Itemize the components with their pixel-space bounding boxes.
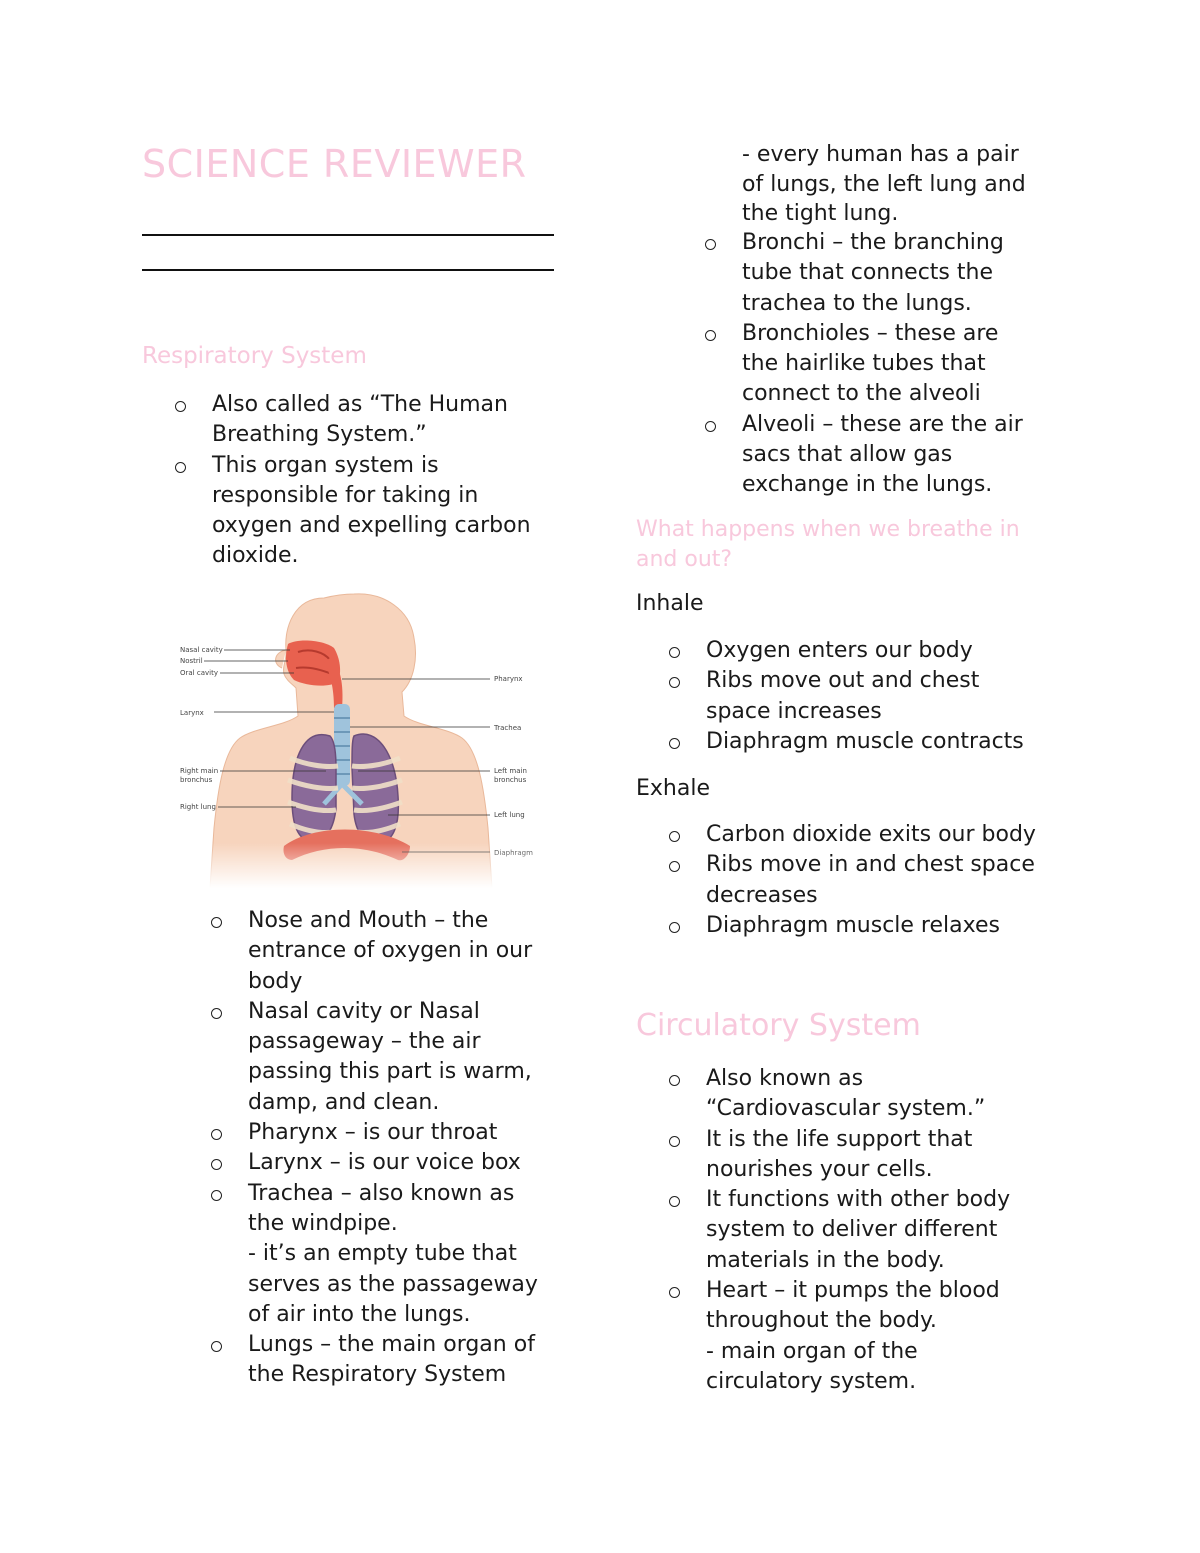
list-item: Nasal cavity or Nasal passageway – the air passing this part is warm, damp, and clean.: [248, 997, 538, 1118]
exhale-list: [706, 820, 1036, 941]
bullet-icon: [705, 330, 716, 341]
lungs-continuation: - every human has a pair of lungs, the left lung and the tight lung.: [742, 142, 1026, 226]
respiratory-intro-list: [212, 390, 531, 572]
exhale-label: Exhale: [636, 776, 710, 801]
bullet-icon: [175, 401, 186, 412]
divider-line-1: [142, 234, 554, 236]
circulatory-list: [706, 1064, 1010, 1397]
bullet-icon: [669, 677, 680, 688]
list-item: Ribs move out and chest space increases: [706, 666, 1024, 727]
bullet-icon: [705, 421, 716, 432]
list-item: Diaphragm muscle contracts: [706, 727, 1024, 757]
bullet-icon: [211, 1190, 222, 1201]
bullet-icon: [211, 1159, 222, 1170]
bullet-icon: [669, 1287, 680, 1298]
respiratory-more-parts-list: [742, 228, 1023, 501]
bullet-icon: [211, 1129, 222, 1140]
list-item: Ribs move in and chest space decreases: [706, 850, 1036, 911]
bullet-icon: [175, 462, 186, 473]
list-item: Diaphragm muscle relaxes: [706, 911, 1036, 941]
list-item: It is the life support that nourishes your cells.: [706, 1125, 1010, 1186]
list-item: It functions with other body system to deliver different materials in the body.: [706, 1185, 1010, 1276]
bullet-icon: [211, 1008, 222, 1019]
divider-line-2: [142, 269, 554, 271]
bullet-icon: [211, 1341, 222, 1352]
list-item: Heart – it pumps the blood throughout the body. - main organ of the circulatory system.: [706, 1276, 1010, 1397]
list-item: Also called as “The Human Breathing System.”: [212, 390, 531, 451]
bullet-icon: [669, 1075, 680, 1086]
document-title: SCIENCE REVIEWER: [142, 142, 527, 186]
list-item: Lungs – the main organ of the Respiratory System: [248, 1330, 538, 1391]
list-item: This organ system is responsible for taking in oxygen and expelling carbon dioxide.: [212, 451, 531, 572]
list-item: Bronchioles – these are the hairlike tubes that connect to the alveoli: [742, 319, 1023, 410]
list-item: Bronchi – the branching tube that connects the trachea to the lungs.: [742, 228, 1023, 319]
bullet-icon: [705, 239, 716, 250]
bullet-icon: [669, 738, 680, 749]
respiratory-heading: Respiratory System: [142, 343, 367, 369]
bullet-icon: [211, 917, 222, 928]
respiratory-parts-list: [248, 906, 538, 1391]
list-item: Carbon dioxide exits our body: [706, 820, 1036, 850]
list-item: Trachea – also known as the windpipe. - it’s an empty tube that serves as the passageway of air into the lungs.: [248, 1179, 538, 1330]
list-item: Oxygen enters our body: [706, 636, 1024, 666]
inhale-list: [706, 636, 1024, 757]
bullet-icon: [669, 1136, 680, 1147]
respiratory-system-diagram: [174, 588, 540, 888]
bullet-icon: [669, 922, 680, 933]
list-item: Alveoli – these are the air sacs that allow gas exchange in the lungs.: [742, 410, 1023, 501]
bullet-icon: [669, 1196, 680, 1207]
list-item: Pharynx – is our throat: [248, 1118, 538, 1148]
list-item: Nose and Mouth – the entrance of oxygen in our body: [248, 906, 538, 997]
list-item: Also known as “Cardiovascular system.”: [706, 1064, 1010, 1125]
circulatory-heading: Circulatory System: [636, 1008, 921, 1043]
bullet-icon: [669, 831, 680, 842]
list-item: Larynx – is our voice box: [248, 1148, 538, 1178]
breathing-question: What happens when we breathe in and out?: [636, 517, 1020, 572]
bullet-icon: [669, 647, 680, 658]
bullet-icon: [669, 861, 680, 872]
inhale-label: Inhale: [636, 591, 704, 616]
